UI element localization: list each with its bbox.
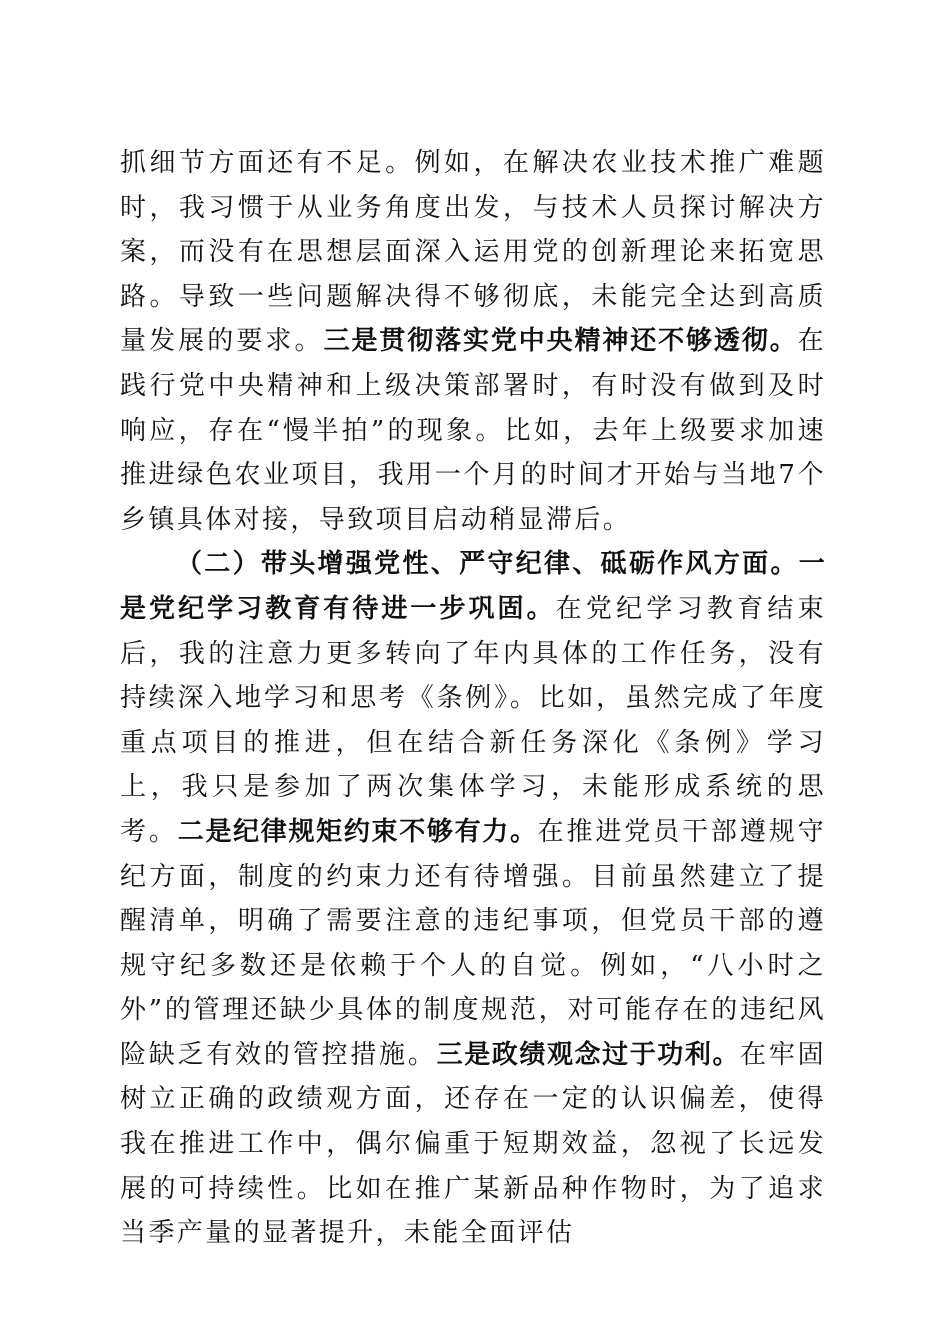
body-text: 抓细节方面还有不足。例如，在解决农业技术推广难题时，我习惯于从业务角度出发，与技术人员探讨解决方案，而没有在思想层面深入运用党的创新理论来拓宽思路。导致一些问题解决得不够彻底，未能完全达到高质量发展的要求。 xyxy=(120,148,826,357)
document-page xyxy=(120,141,826,1256)
bold-heading-point-two: 二是纪律规矩约束不够有力。 xyxy=(177,816,538,847)
body-text: 在党纪学习教育结束后，我的注意力更多转向了年内具体的工作任务，没有持续深入地学习和思考《条例》。比如，虽然完成了年度重点项目的推进，但在结合新任务深化《条例》学习上，我只是参加了两次集体学习，未能形成系统的思考。 xyxy=(120,593,826,847)
body-text: 在践行党中央精神和上级决策部署时，有时没有做到及时响应，存在“慢半拍”的现象。比如，去年上级要求加速推进绿色农业项目，我用一个月的时间才开始与当地7个乡镇具体对接，导致项目启动稍显滞后。 xyxy=(120,326,826,535)
paragraph-section-two xyxy=(120,542,826,1256)
bold-heading-point-three: 三是贯彻落实党中央精神还不够透彻。 xyxy=(323,326,798,357)
paragraph-continued xyxy=(120,141,826,542)
bold-heading-point-three: 三是政绩观念过于功利。 xyxy=(436,1039,741,1070)
body-text: 在推进党员干部遵规守纪方面，制度的约束力还有待增强。目前虽然建立了提醒清单，明确了需要注意的违纪事项，但党员干部的遵规守纪多数还是依赖于个人的自觉。例如，“八小时之外”的管理还缺少具体的制度规范，对可能存在的违纪风险缺乏有效的管控措施。 xyxy=(120,816,826,1070)
body-text: 在牢固树立正确的政绩观方面，还存在一定的认识偏差，使得我在推进工作中，偶尔偏重于短期效益，忽视了长远发展的可持续性。比如在推广某新品种作物时，为了追求当季产量的显著提升，未能全面评估 xyxy=(120,1039,827,1249)
bold-heading-point-one: 一是党纪学习教育有待进一步巩固。 xyxy=(120,549,826,624)
section-heading: （二）带头增强党性、严守纪律、砥砺作风方面。 xyxy=(176,549,799,580)
